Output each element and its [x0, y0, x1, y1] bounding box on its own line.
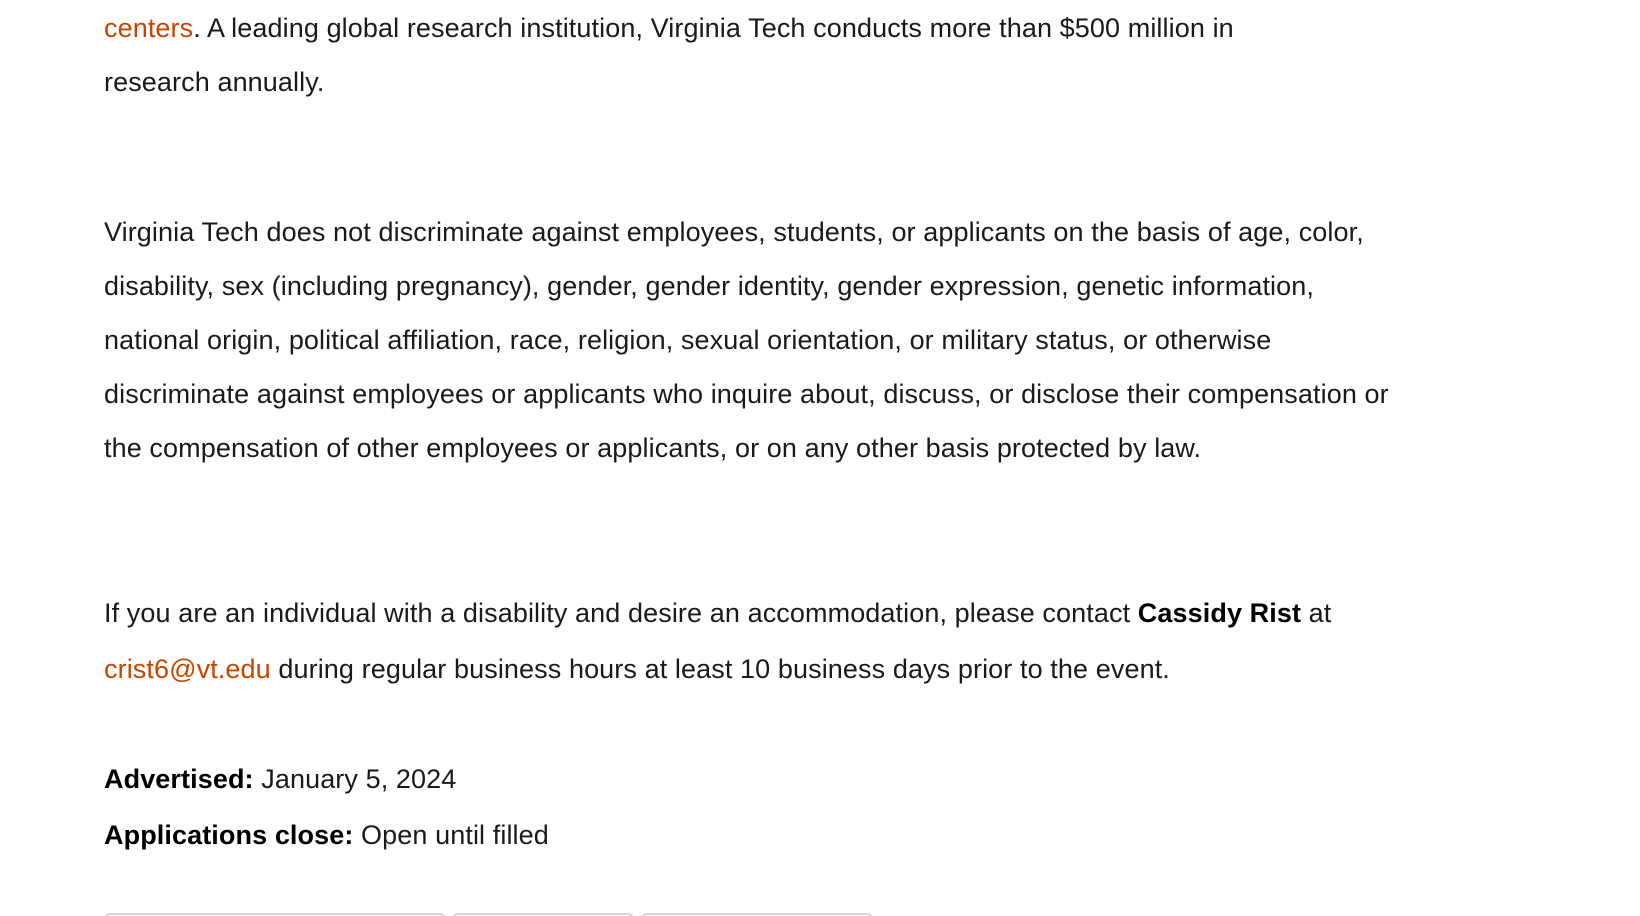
applications-close-label: Applications close:: [104, 820, 354, 850]
accommodation-at: at: [1301, 598, 1332, 628]
advertised-row: [104, 752, 1404, 806]
advertised-date: January 5, 2024: [253, 764, 457, 794]
contact-email-link[interactable]: crist6@vt.edu: [104, 654, 271, 684]
accommodation-paragraph: [104, 585, 1404, 697]
intro-text-line1: . A leading global research institution, Virginia Tech conducts more than $500 million in: [193, 13, 1234, 43]
applications-close-value: Open until filled: [353, 820, 549, 850]
intro-paragraph: [104, 1, 1404, 109]
accommodation-prefix: If you are an individual with a disability and desire an accommodation, please contact: [104, 598, 1138, 628]
advertised-label: Advertised:: [104, 764, 254, 794]
intro-text-line2: research annually.: [104, 67, 325, 97]
eeo-statement: Virginia Tech does not discriminate against employees, students, or applicants on the basis of age, color, disability, sex (including pregnancy), gender, gender identity, gender expression, genetic information, national origin, political affiliation, race, religion, sexual orientation, or military status, or otherwise discriminate against employees or applicants who inquire about, discuss, or disclose their compensation or the compensation of other employees or applicants, or on any other basis protected by law.: [104, 217, 1389, 463]
accommodation-suffix: during regular business hours at least 10 business days prior to the event.: [270, 654, 1170, 684]
applications-close-row: [104, 808, 1404, 862]
contact-name: Cassidy Rist: [1137, 598, 1302, 628]
research-centers-link[interactable]: centers: [104, 13, 194, 43]
